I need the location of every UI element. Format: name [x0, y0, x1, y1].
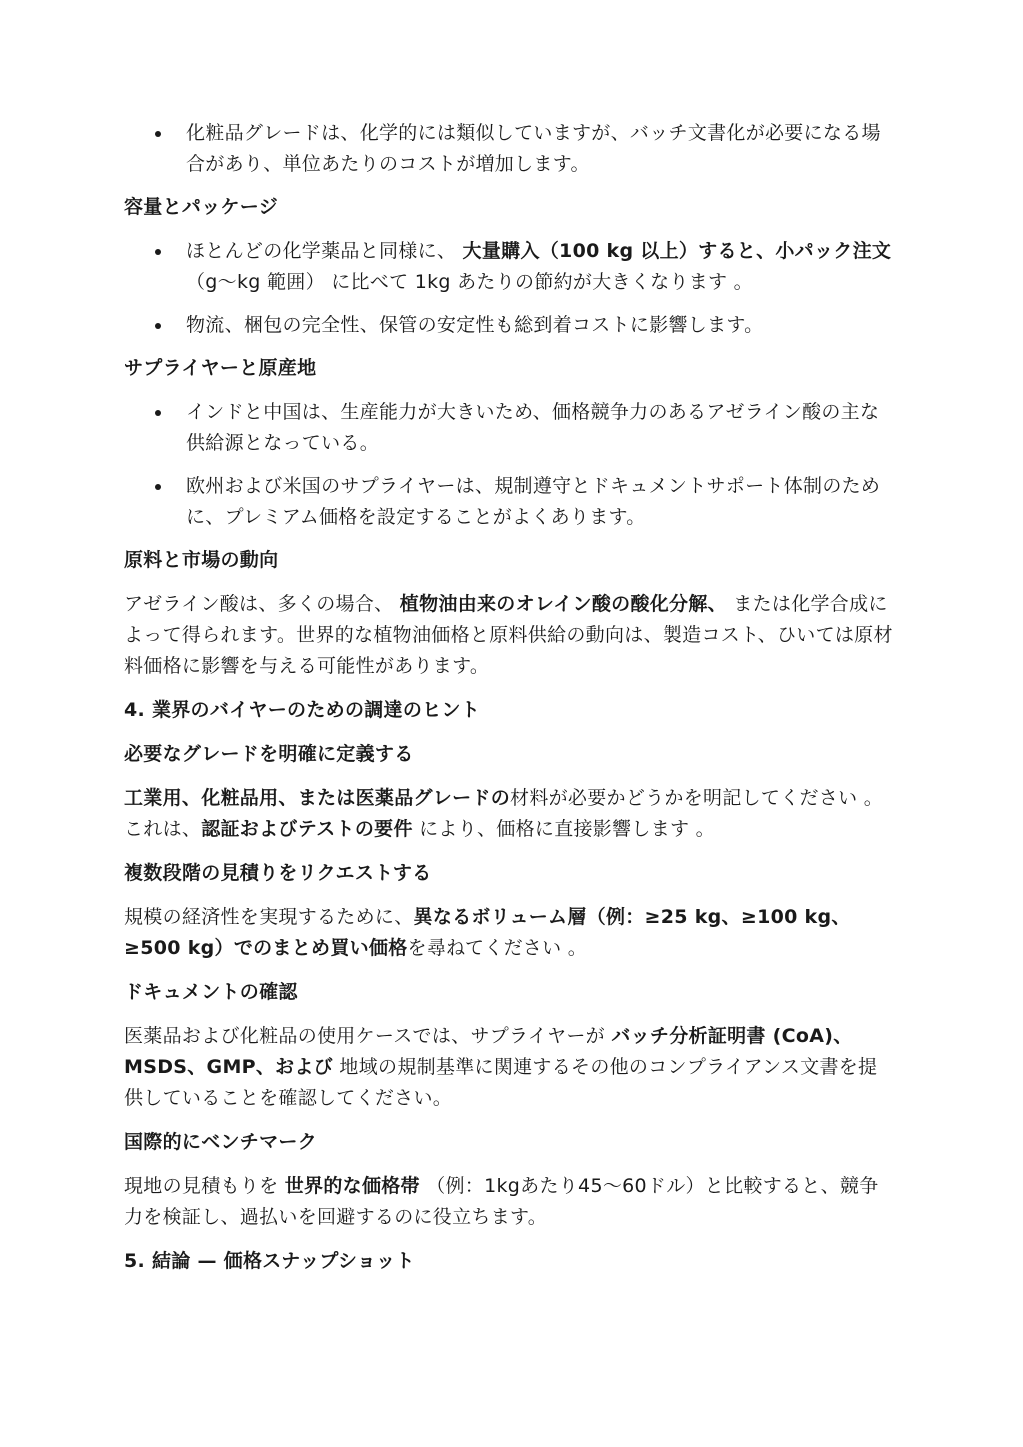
list-item: 物流、梱包の完全性、保管の安定性も総到着コストに影響します。	[186, 310, 894, 341]
text-run: ほとんどの化学薬品と同様に、	[186, 240, 457, 262]
heading-request-quotes: 複数段階の見積りをリクエストする	[124, 862, 432, 884]
paragraph-define-grade	[124, 783, 894, 845]
bold-text: 認証およびテストの要件	[201, 818, 413, 840]
text-run: 地域の規制基準に関連するその他のコンプライアンス文書を提供していることを確認してください。	[124, 1056, 878, 1109]
paragraph-raw-material	[124, 589, 894, 682]
text-run: （g〜kg 範囲） に比べて 1kg あたりの節約が大きくなります 。	[186, 271, 753, 293]
list-item: インドと中国は、生産能力が大きいため、価格競争力のあるアゼライン酸の主な供給源となっている。	[186, 397, 894, 459]
heading-documents: ドキュメントの確認	[124, 981, 298, 1003]
text-run: 材料が必要かどうかを明記してください 。これは、	[124, 787, 884, 840]
heading-define-grade: 必要なグレードを明確に定義する	[124, 743, 414, 765]
bold-text: 異なるボリューム層（例：≥25 kg、≥100 kg、≥500 kg）でのまとめ買い価格	[124, 906, 851, 959]
heading-raw-material: 原料と市場の動向	[124, 549, 279, 571]
supplier-list	[124, 397, 894, 533]
paragraph-benchmark	[124, 1171, 894, 1233]
bold-text: 植物油由来のオレイン酸の酸化分解、	[399, 593, 727, 615]
text-run: を尋ねてください 。	[407, 937, 588, 959]
text-run: 現地の見積もりを	[124, 1175, 285, 1197]
bold-text: 世界的な価格帯	[284, 1175, 420, 1197]
heading-section-4: 4. 業界のバイヤーのための調達のヒント	[124, 699, 481, 721]
bold-text: バッチ分析証明書 (CoA)、MSDS、GMP、および	[124, 1025, 853, 1078]
list-item	[186, 236, 894, 298]
grade-list	[124, 118, 894, 180]
heading-volume-packaging: 容量とパッケージ	[124, 196, 279, 218]
text-run: アゼライン酸は、多くの場合、	[124, 593, 394, 615]
list-item: 化粧品グレードは、化学的には類似していますが、バッチ文書化が必要になる場合があり、単位あたりのコストが増加します。	[186, 118, 894, 180]
text-run: により、価格に直接影響します 。	[419, 818, 715, 840]
text-run: （例：1kgあたり45〜60ドル）と比較すると、競争力を検証し、過払いを回避するのに役立ちます。	[124, 1175, 879, 1228]
text-run: 医薬品および化粧品の使用ケースでは、サプライヤーが	[124, 1025, 612, 1047]
text-run: または化学合成によって得られます。世界的な植物油価格と原料供給の動向は、製造コスト、ひいては原材料価格に影響を与える可能性があります。	[124, 593, 893, 677]
document-content	[124, 118, 894, 1290]
bold-text: 工業用、化粧品用、または医薬品グレードの	[124, 787, 511, 809]
volume-list	[124, 236, 894, 341]
bold-text: 大量購入（100 kg 以上）すると、小パック注文	[462, 240, 892, 262]
paragraph-request-quotes	[124, 902, 894, 964]
paragraph-documents	[124, 1021, 894, 1114]
heading-supplier-origin: サプライヤーと原産地	[124, 357, 317, 379]
list-item: 欧州および米国のサプライヤーは、規制遵守とドキュメントサポート体制のために、プレミアム価格を設定することがよくあります。	[186, 471, 894, 533]
text-run: 規模の経済性を実現するために、	[124, 906, 414, 928]
heading-benchmark: 国際的にベンチマーク	[124, 1131, 318, 1153]
heading-section-5: 5. 結論 — 価格スナップショット	[124, 1250, 415, 1272]
